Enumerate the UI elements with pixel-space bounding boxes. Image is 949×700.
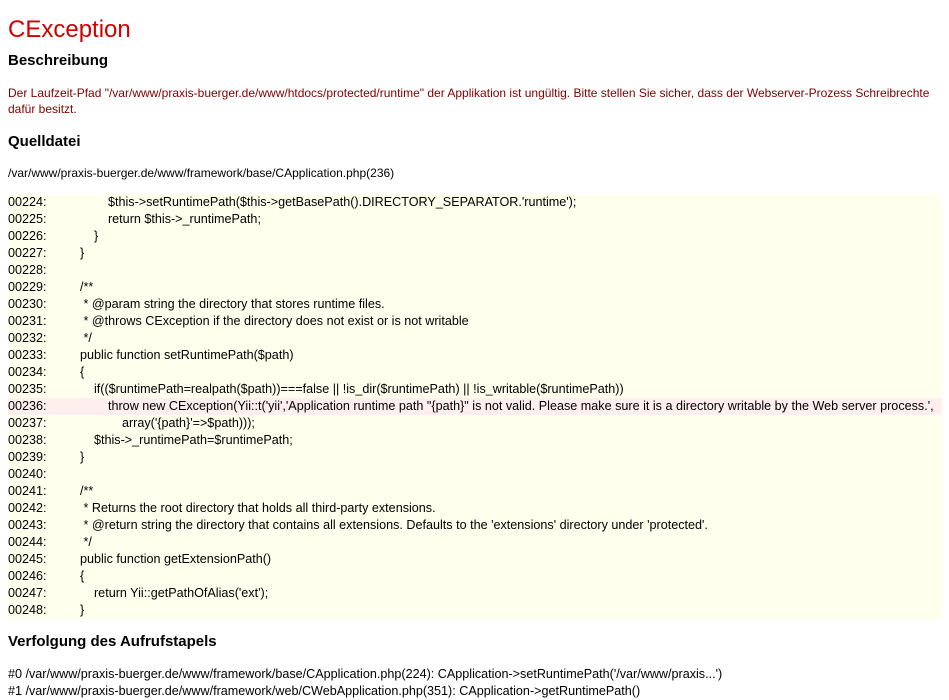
line-code: * @return string the directory that contains all extensions. Defaults to the 'extensions' directory under 'protected'. bbox=[66, 518, 708, 532]
code-line bbox=[8, 194, 942, 211]
code-line bbox=[8, 347, 942, 364]
stack-trace-heading: Verfolgung des Aufrufstapels bbox=[8, 633, 217, 650]
code-line bbox=[8, 432, 942, 449]
description-heading: Beschreibung bbox=[8, 52, 109, 69]
line-code: { bbox=[66, 365, 85, 379]
code-line bbox=[8, 296, 942, 313]
line-code: } bbox=[66, 229, 99, 243]
code-line bbox=[8, 381, 942, 398]
source-code-block bbox=[8, 194, 942, 619]
line-code: { bbox=[66, 569, 85, 583]
line-number: 00245: bbox=[8, 552, 47, 566]
line-number: 00240: bbox=[8, 467, 47, 481]
page-title: CException bbox=[8, 16, 131, 43]
line-number: 00237: bbox=[8, 416, 47, 430]
line-number: 00233: bbox=[8, 348, 47, 362]
code-line bbox=[8, 602, 942, 619]
code-line bbox=[8, 500, 942, 517]
line-number: 00239: bbox=[8, 450, 47, 464]
code-line bbox=[8, 228, 942, 245]
code-line bbox=[8, 551, 942, 568]
line-number: 00234: bbox=[8, 365, 47, 379]
line-code: $this->setRuntimePath($this->getBasePath().DIRECTORY_SEPARATOR.'runtime'); bbox=[66, 195, 577, 209]
code-line bbox=[8, 466, 942, 483]
code-line bbox=[8, 517, 942, 534]
line-number: 00243: bbox=[8, 518, 47, 532]
line-code: return Yii::getPathOfAlias('ext'); bbox=[66, 586, 269, 600]
code-line bbox=[8, 568, 942, 585]
code-line bbox=[8, 415, 942, 432]
source-file-heading: Quelldatei bbox=[8, 133, 81, 150]
line-number: 00238: bbox=[8, 433, 47, 447]
line-code: * Returns the root directory that holds all third-party extensions. bbox=[66, 501, 436, 515]
line-number: 00244: bbox=[8, 535, 47, 549]
source-file-path: /var/www/praxis-buerger.de/www/framework/base/CApplication.php(236) bbox=[8, 166, 395, 180]
line-code: } bbox=[66, 450, 85, 464]
line-code: * @throws CException if the directory does not exist or is not writable bbox=[66, 314, 469, 328]
code-line bbox=[8, 262, 942, 279]
code-line bbox=[8, 313, 942, 330]
line-number: 00235: bbox=[8, 382, 47, 396]
line-number: 00242: bbox=[8, 501, 47, 515]
line-code: public function getExtensionPath() bbox=[66, 552, 272, 566]
line-number: 00225: bbox=[8, 212, 47, 226]
line-code: return $this->_runtimePath; bbox=[66, 212, 261, 226]
line-number: 00246: bbox=[8, 569, 47, 583]
line-code: } bbox=[66, 603, 85, 617]
code-line bbox=[8, 364, 942, 381]
line-number: 00241: bbox=[8, 484, 47, 498]
line-number: 00229: bbox=[8, 280, 47, 294]
code-line bbox=[8, 534, 942, 551]
line-code: array('{path}'=>$path))); bbox=[66, 416, 255, 430]
line-code: * @param string the directory that stores runtime files. bbox=[66, 297, 385, 311]
code-line-error bbox=[8, 398, 942, 415]
code-line bbox=[8, 585, 942, 602]
line-number: 00228: bbox=[8, 263, 47, 277]
code-line bbox=[8, 245, 942, 262]
code-line bbox=[8, 449, 942, 466]
line-number: 00230: bbox=[8, 297, 47, 311]
error-message: Der Laufzeit-Pfad "/var/www/praxis-buerger.de/www/htdocs/protected/runtime" der Applikation ist ungültig. Bitte stellen Sie sicher, dass der Webserver-Prozess Schreibrechte dafür besitzt. bbox=[8, 86, 930, 116]
stack-trace-item: #1 /var/www/praxis-buerger.de/www/framework/web/CWebApplication.php(351): CApplication->getRuntimePath() bbox=[8, 684, 641, 698]
line-number: 00232: bbox=[8, 331, 47, 345]
line-code: } bbox=[66, 246, 85, 260]
line-code: public function setRuntimePath($path) bbox=[66, 348, 294, 362]
line-number: 00236: bbox=[8, 399, 47, 413]
stack-trace-item: #0 /var/www/praxis-buerger.de/www/framework/base/CApplication.php(224): CApplication->setRuntimePath('/var/www/praxis...') bbox=[8, 667, 723, 681]
line-code: */ bbox=[66, 535, 92, 549]
line-number: 00224: bbox=[8, 195, 47, 209]
code-line bbox=[8, 211, 942, 228]
line-code: $this->_runtimePath=$runtimePath; bbox=[66, 433, 293, 447]
line-number: 00248: bbox=[8, 603, 47, 617]
code-line bbox=[8, 483, 942, 500]
line-number: 00226: bbox=[8, 229, 47, 243]
line-number: 00227: bbox=[8, 246, 47, 260]
line-code: if(($runtimePath=realpath($path))===false || !is_dir($runtimePath) || !is_writable($runtimePath)) bbox=[66, 382, 624, 396]
code-line bbox=[8, 279, 942, 296]
code-line bbox=[8, 330, 942, 347]
line-code: /** bbox=[66, 484, 94, 498]
line-code: /** bbox=[66, 280, 94, 294]
stack-trace bbox=[8, 666, 941, 700]
line-code: throw new CException(Yii::t('yii','Application runtime path "{path}" is not valid. Please make sure it is a directory writable by the Web server process.', bbox=[66, 399, 934, 413]
line-number: 00247: bbox=[8, 586, 47, 600]
line-code: */ bbox=[66, 331, 92, 345]
line-number: 00231: bbox=[8, 314, 47, 328]
